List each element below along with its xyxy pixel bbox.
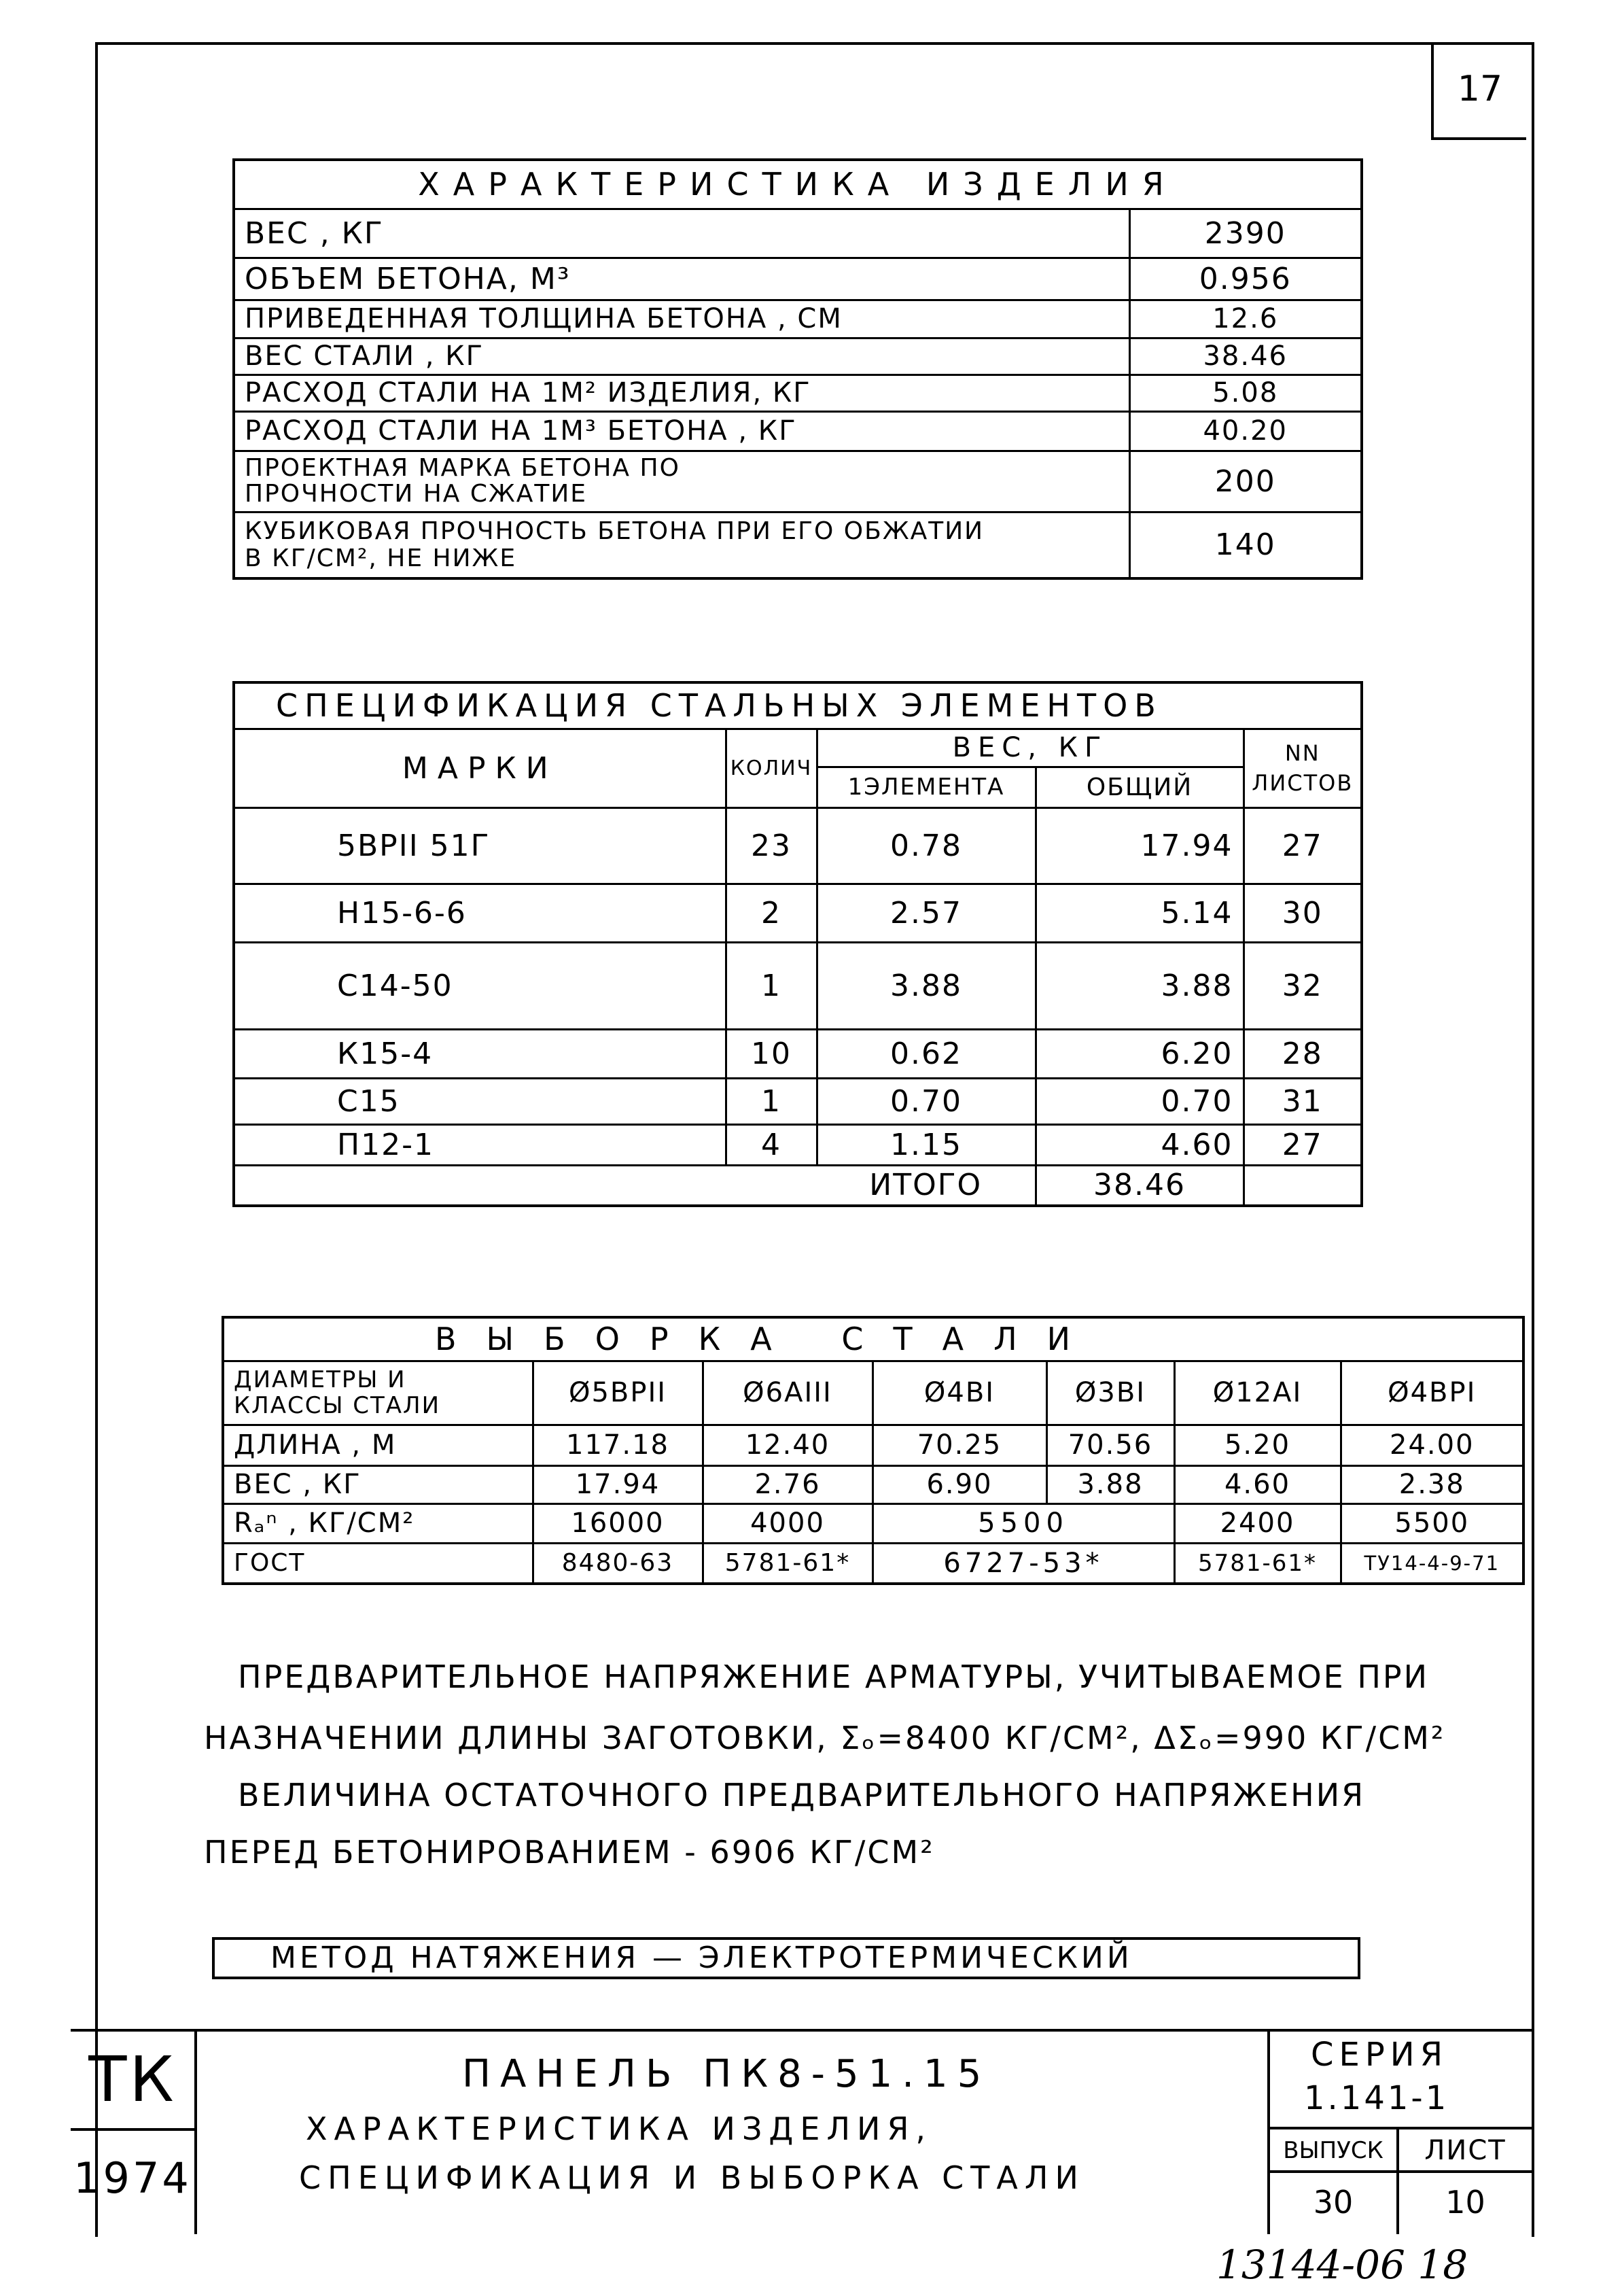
length-value: 70.25 [872, 1425, 1046, 1465]
spec-mark: К15-4 [234, 1029, 726, 1078]
spec-total-label: ИТОГО [817, 1165, 1036, 1206]
length-value: 24.00 [1341, 1425, 1523, 1465]
issue-value: 30 [1313, 2184, 1354, 2221]
spec-qty: 4 [726, 1124, 817, 1165]
r-value: 16000 [533, 1503, 703, 1543]
r-value: 5500 [872, 1503, 1174, 1543]
spec-mark: П12-1 [234, 1124, 726, 1165]
spec-qty: 1 [726, 942, 817, 1029]
spec-one: 0.62 [817, 1029, 1036, 1078]
note-line-1: ПРЕДВАРИТЕЛЬНОЕ НАПРЯЖЕНИЕ АРМАТУРЫ, УЧИТЫВАЕМОЕ ПРИ [238, 1658, 1430, 1695]
r-value: 2400 [1174, 1503, 1341, 1543]
issue-label: ВЫПУСК [1270, 2129, 1396, 2173]
selection-corner: ДИАМЕТРЫ И КЛАССЫ СТАЛИ [223, 1361, 533, 1425]
char-label: ПРИВЕДЕННАЯ ТОЛЩИНА БЕТОНА , СМ [234, 300, 1129, 338]
weight-value: 2.76 [703, 1465, 872, 1503]
spec-sheet: 32 [1244, 942, 1362, 1029]
series-value: 1.141-1 [1304, 2079, 1449, 2117]
char-value: 140 [1129, 512, 1362, 578]
spec-qty: 10 [726, 1029, 817, 1078]
char-label: ВЕС , КГ [234, 209, 1129, 258]
char-value: 12.6 [1129, 300, 1362, 338]
steel-class: Ø6АIII [703, 1361, 872, 1425]
spec-sheet: 27 [1244, 1124, 1362, 1165]
gost-value: 8480-63 [533, 1543, 703, 1584]
length-value: 117.18 [533, 1425, 703, 1465]
weight-header: ВЕС, КГ [817, 729, 1244, 767]
spec-one: 0.78 [817, 807, 1036, 884]
note-line-2: НАЗНАЧЕНИИ ДЛИНЫ ЗАГОТОВКИ, Σₒ=8400 КГ/СМ², ΔΣₒ=990 КГ/СМ² [204, 1720, 1446, 1756]
weight-value: 3.88 [1046, 1465, 1174, 1503]
series-cell [1267, 2029, 1532, 2234]
spec-total: 6.20 [1036, 1029, 1244, 1078]
char-value: 200 [1129, 451, 1362, 512]
weight-value: 2.38 [1341, 1465, 1523, 1503]
gost-value: 5781-61* [1174, 1543, 1341, 1584]
r-value: 4000 [703, 1503, 872, 1543]
characteristics-table [232, 158, 1363, 580]
char-label: ВЕС СТАЛИ , КГ [234, 338, 1129, 375]
r-value: 5500 [1341, 1503, 1523, 1543]
steel-class: Ø5ВРII [533, 1361, 703, 1425]
method-text: МЕТОД НАТЯЖЕНИЯ — ЭЛЕКТРОТЕРМИЧЕСКИЙ [270, 1941, 1133, 1975]
one-element-header: 1ЭЛЕМЕНТА [817, 767, 1036, 807]
gost-value: 6727-53* [872, 1543, 1174, 1584]
doc-title-line-3: СПЕЦИФИКАЦИЯ И ВЫБОРКА СТАЛИ [299, 2159, 1085, 2196]
steel-class: Ø4ВI [872, 1361, 1046, 1425]
char-value: 38.46 [1129, 338, 1362, 375]
page-number: 17 [1457, 69, 1503, 109]
spec-sheet: 28 [1244, 1029, 1362, 1078]
gost-value: 5781-61* [703, 1543, 872, 1584]
sheets-header: NN ЛИСТОВ [1244, 729, 1362, 807]
characteristics-title: ХАРАКТЕРИСТИКА ИЗДЕЛИЯ [234, 160, 1362, 209]
note-line-4: ПЕРЕД БЕТОНИРОВАНИЕМ - 6906 КГ/СМ² [204, 1834, 935, 1871]
org-cell [71, 2029, 197, 2234]
char-value: 2390 [1129, 209, 1362, 258]
series-label: СЕРИЯ [1311, 2036, 1449, 2074]
char-value: 5.08 [1129, 375, 1362, 411]
spec-one: 3.88 [817, 942, 1036, 1029]
spec-mark: С15 [234, 1078, 726, 1124]
spec-mark: Н15-6-6 [234, 884, 726, 942]
spec-qty: 2 [726, 884, 817, 942]
sheet-cell [1399, 2129, 1532, 2234]
org-mark: ТК [71, 2029, 194, 2131]
qty-header: КОЛИЧ [726, 729, 817, 807]
issue-cell [1270, 2129, 1399, 2234]
steel-class: Ø3ВI [1046, 1361, 1174, 1425]
specification-title: СПЕЦИФИКАЦИЯ СТАЛЬНЫХ ЭЛЕМЕНТОВ [234, 682, 1362, 729]
length-value: 5.20 [1174, 1425, 1341, 1465]
page-number-box [1431, 45, 1526, 140]
weight-value: 4.60 [1174, 1465, 1341, 1503]
panel-name: ПАНЕЛЬ ПК8-51.15 [462, 2052, 991, 2096]
char-label: ОБЪЕМ БЕТОНА, М³ [234, 258, 1129, 300]
length-value: 12.40 [703, 1425, 872, 1465]
char-value: 40.20 [1129, 411, 1362, 451]
total-header: ОБЩИЙ [1036, 767, 1244, 807]
spec-one: 0.70 [817, 1078, 1036, 1124]
spec-sheet: 31 [1244, 1078, 1362, 1124]
spec-mark: С14-50 [234, 942, 726, 1029]
archive-stamp: 13144-06 18 [1216, 2242, 1468, 2288]
char-label: РАСХОД СТАЛИ НА 1М² ИЗДЕЛИЯ, КГ [234, 375, 1129, 411]
spec-sheet: 30 [1244, 884, 1362, 942]
year: 1974 [73, 2153, 192, 2203]
steel-class: Ø4ВРI [1341, 1361, 1523, 1425]
selection-title: ВЫБОРКА СТАЛИ [223, 1317, 1523, 1361]
weight-value: 17.94 [533, 1465, 703, 1503]
name-cell [197, 2029, 1267, 2234]
spec-total: 5.14 [1036, 884, 1244, 942]
spec-total: 4.60 [1036, 1124, 1244, 1165]
note-line-3: ВЕЛИЧИНА ОСТАТОЧНОГО ПРЕДВАРИТЕЛЬНОГО НАПРЯЖЕНИЯ [238, 1777, 1366, 1813]
gost-value: ТУ14-4-9-71 [1341, 1543, 1523, 1584]
weight-label: ВЕС , КГ [223, 1465, 533, 1503]
weight-value: 6.90 [872, 1465, 1046, 1503]
char-label: РАСХОД СТАЛИ НА 1М³ БЕТОНА , КГ [234, 411, 1129, 451]
specification-table [232, 681, 1363, 1207]
spec-total: 17.94 [1036, 807, 1244, 884]
method-box [212, 1937, 1360, 1979]
spec-qty: 23 [726, 807, 817, 884]
char-label: ПРОЕКТНАЯ МАРКА БЕТОНА ПО ПРОЧНОСТИ НА СЖАТИЕ [234, 451, 1129, 512]
spec-sheet: 27 [1244, 807, 1362, 884]
doc-title-line-2: ХАРАКТЕРИСТИКА ИЗДЕЛИЯ, [306, 2110, 933, 2147]
marks-header: МАРКИ [234, 729, 726, 807]
issue-sheet-grid [1270, 2127, 1532, 2234]
spec-one: 2.57 [817, 884, 1036, 942]
spec-total-value: 38.46 [1036, 1165, 1244, 1206]
steel-class: Ø12АI [1174, 1361, 1341, 1425]
spec-mark: 5ВРII 51Г [234, 807, 726, 884]
spec-total: 0.70 [1036, 1078, 1244, 1124]
length-label: ДЛИНА , М [223, 1425, 533, 1465]
r-label: Rₐⁿ , КГ/СМ² [223, 1503, 533, 1543]
spec-total: 3.88 [1036, 942, 1244, 1029]
char-label: КУБИКОВАЯ ПРОЧНОСТЬ БЕТОНА ПРИ ЕГО ОБЖАТИИ В КГ/СМ², НЕ НИЖЕ [234, 512, 1129, 578]
steel-selection-table [222, 1316, 1525, 1585]
gost-label: ГОСТ [223, 1543, 533, 1584]
char-value: 0.956 [1129, 258, 1362, 300]
sheet-label: ЛИСТ [1399, 2129, 1532, 2173]
length-value: 70.56 [1046, 1425, 1174, 1465]
spec-one: 1.15 [817, 1124, 1036, 1165]
sheet-value: 10 [1445, 2184, 1485, 2221]
spec-qty: 1 [726, 1078, 817, 1124]
